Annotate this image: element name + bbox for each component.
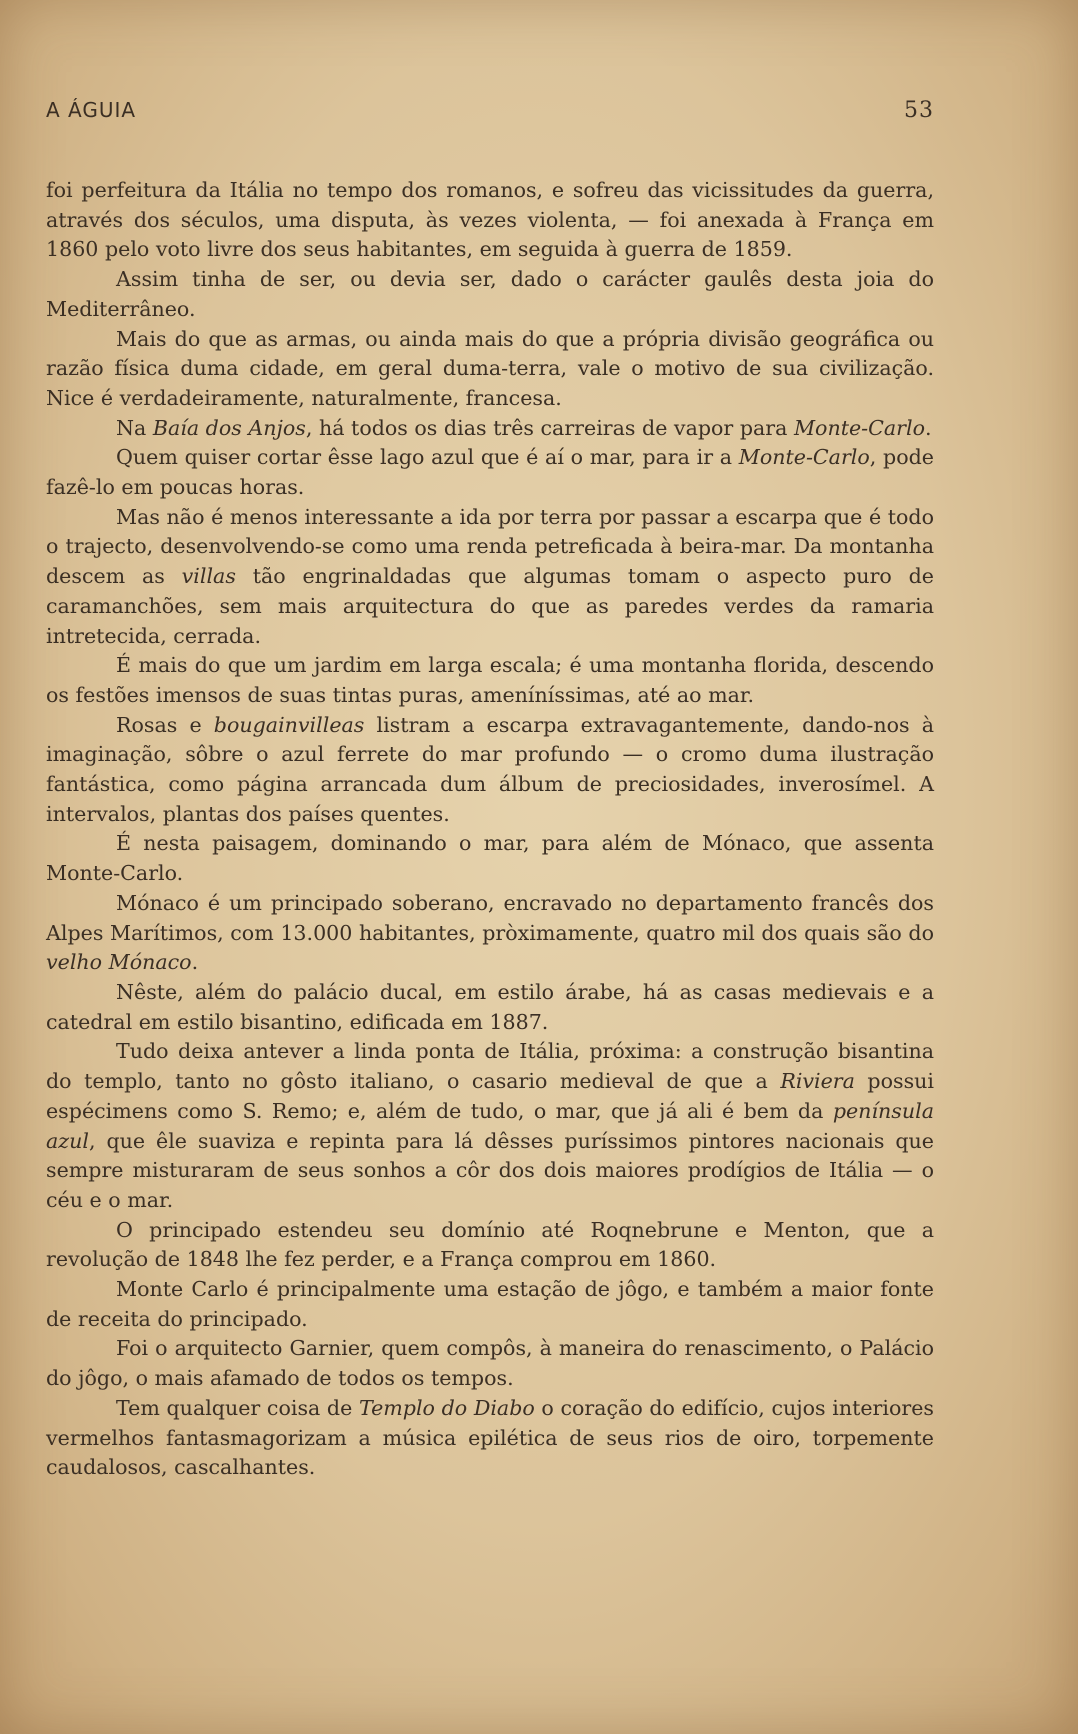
paragraph-text: Rosas e	[116, 712, 214, 737]
paragraph-text: listram a escarpa extravagantemente, dando-nos à imaginação, sôbre o azul ferrete do mar profundo — o cromo duma ilustração fantástica, como página arrancada dum álbum de preciosidades, inverosímel. A intervalos, plantas dos países quentes.	[46, 712, 934, 826]
paragraph-text: Tem qualquer coisa de	[116, 1395, 359, 1420]
paragraph	[46, 503, 934, 652]
italic-text: Templo do Diabo	[358, 1395, 535, 1420]
paragraph	[46, 889, 934, 978]
paragraph	[46, 829, 934, 888]
paragraph-text: o coração do edifício, cujos interiores vermelhos fantasmagorizam a música epilética de seus rios de oiro, torpemente caudalosos, cascalhantes.	[46, 1395, 934, 1480]
paragraph-text: Mas não é menos interessante a ida por terra por passar a escarpa que é todo o trajecto, desenvolvendo-se como uma renda petreficada à beira-mar. Da montanha descem as	[46, 504, 934, 589]
paragraph-text: Tudo deixa antever a linda ponta de Itália, próxima: a construção bisantina do templo, tanto no gôsto italiano, o casario medieval de que a	[46, 1039, 934, 1094]
paragraph-text: Mónaco é um principado soberano, encravado no departamento francês dos Alpes Marítimos, com 13.000 habitantes, pròximamente, quatro mil dos quais são do	[46, 890, 934, 945]
article-body	[46, 176, 934, 1483]
paragraph	[46, 176, 934, 265]
italic-text: Monte-Carlo	[738, 445, 870, 470]
paragraph-text: O principado estendeu seu domínio até Roqnebrune e Menton, que a revolução de 1848 lhe fez perder, e a França comprou em 1860.	[46, 1217, 934, 1272]
paragraph	[46, 978, 934, 1037]
italic-text: velho Mónaco	[46, 950, 192, 975]
paragraph-text: É nesta paisagem, dominando o mar, para além de Mónaco, que assenta Monte-Carlo.	[46, 831, 934, 886]
paragraph-text: , há todos os dias três carreiras de vapor para	[305, 415, 794, 440]
paragraph-text: Nêste, além do palácio ducal, em estilo árabe, há as casas medievais e a catedral em estilo bisantino, edificada em 1887.	[46, 979, 934, 1034]
paragraph-text: Quem quiser cortar êsse lago azul que é aí o mar, para ir a	[116, 445, 739, 470]
paragraph	[46, 1216, 934, 1275]
paragraph	[46, 1334, 934, 1393]
paragraph	[46, 325, 934, 414]
paragraph	[46, 651, 934, 710]
italic-text: bougainvilleas	[213, 712, 365, 737]
italic-text: Monte-Carlo	[793, 415, 925, 440]
paragraph	[46, 443, 934, 502]
italic-text: península azul	[46, 1098, 934, 1153]
paragraph-text: , que êle suaviza e repinta para lá dêsses puríssimos pintores nacionais que sempre misturaram de seus sonhos a côr dos dois maiores prodígios de Itália — o céu e o mar.	[46, 1128, 934, 1212]
paragraph	[46, 1037, 934, 1215]
paragraph-text: , pode fazê-lo em poucas horas.	[46, 445, 934, 500]
paragraph-text: tão engrinaldadas que algumas tomam o aspecto puro de caramanchões, sem mais arquitectura do que as paredes verdes da ramaria intretecida, cerrada.	[46, 564, 934, 648]
running-header	[46, 92, 934, 128]
paragraph	[46, 414, 934, 444]
paragraph	[46, 711, 934, 830]
paragraph	[46, 1394, 934, 1483]
page-number: 53	[904, 97, 934, 123]
paragraph-text: .	[191, 950, 199, 975]
paragraph-text: .	[925, 415, 932, 440]
paragraph-text: Mais do que as armas, ou ainda mais do que a própria divisão geográfica ou razão física duma cidade, em geral duma-terra, vale o motivo de sua civilização. Nice é verdadeiramente, naturalmente, francesa.	[46, 326, 934, 410]
journal-title: A ÁGUIA	[46, 98, 137, 122]
paragraph-text: Monte Carlo é principalmente uma estação de jôgo, e também a maior fonte de receita do principado.	[46, 1277, 934, 1331]
paragraph	[46, 265, 934, 324]
italic-text: villas	[181, 564, 236, 589]
paragraph-text: Foi o arquitecto Garnier, quem compôs, à maneira do renascimento, o Palácio do jôgo, o mais afamado de todos os tempos.	[46, 1336, 934, 1391]
italic-text: Riviera	[780, 1069, 855, 1094]
paragraph-text: foi perfeitura da Itália no tempo dos romanos, e sofreu das vicissitudes da guerra, através dos séculos, uma disputa, às vezes violenta, — foi anexada à França em 1860 pelo voto livre dos seus habitantes, em seguida à guerra de 1859.	[46, 178, 934, 262]
paragraph-text: possui espécimens como S. Remo; e, além de tudo, o mar, que já ali é bem da	[46, 1069, 934, 1123]
paragraph-text: Assim tinha de ser, ou devia ser, dado o carácter gaulês desta joia do Mediterrâneo.	[46, 267, 934, 321]
paragraph-text: É mais do que um jardim em larga escala; é uma montanha florida, descendo os festões imensos de suas tintas puras, ameníníssimas, até ao mar.	[46, 653, 934, 707]
paragraph-text: Na	[116, 415, 153, 440]
italic-text: Baía dos Anjos	[152, 415, 306, 440]
paragraph	[46, 1275, 934, 1334]
